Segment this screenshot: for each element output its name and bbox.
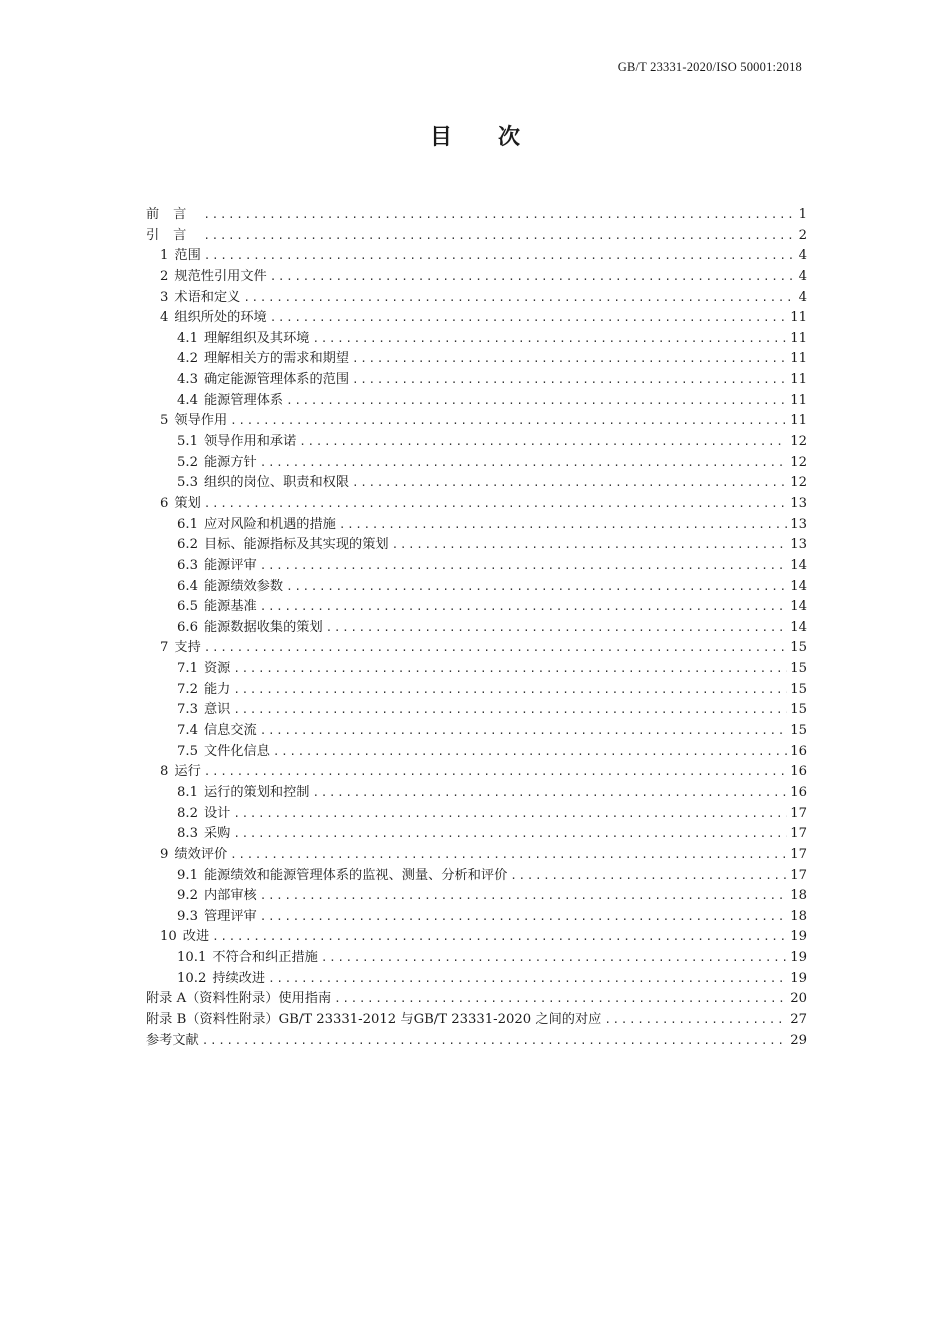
toc-section-title: 能源评审 bbox=[203, 557, 257, 573]
toc-entry[interactable] bbox=[146, 432, 807, 453]
toc-entry[interactable] bbox=[146, 886, 807, 907]
toc-entry[interactable] bbox=[146, 907, 807, 928]
toc-page-number: 11 bbox=[790, 310, 807, 326]
toc-entry[interactable] bbox=[146, 824, 807, 845]
toc-section-title: 改进 bbox=[182, 929, 210, 945]
toc-entry[interactable] bbox=[146, 597, 807, 618]
toc-section-title: 组织的岗位、职责和权限 bbox=[203, 475, 350, 491]
table-of-contents bbox=[146, 205, 807, 1051]
dot-leader bbox=[299, 432, 787, 453]
toc-entry[interactable] bbox=[146, 804, 807, 825]
toc-entry[interactable] bbox=[146, 700, 807, 721]
toc-section-number: 5.3 bbox=[177, 475, 198, 491]
toc-section-title: 策划 bbox=[174, 495, 201, 511]
dot-leader bbox=[204, 494, 787, 515]
toc-entry[interactable] bbox=[146, 618, 807, 639]
toc-section-number: 7.4 bbox=[177, 723, 198, 739]
toc-entry[interactable] bbox=[146, 370, 807, 391]
toc-page-number: 1 bbox=[798, 207, 807, 222]
toc-entry[interactable] bbox=[146, 638, 807, 659]
toc-page-number: 12 bbox=[790, 434, 807, 450]
dot-leader bbox=[270, 308, 788, 329]
toc-entry-label bbox=[177, 866, 507, 887]
toc-entry-label bbox=[177, 824, 230, 845]
toc-page-number: 11 bbox=[790, 330, 807, 346]
dot-leader bbox=[326, 618, 788, 639]
toc-entry[interactable] bbox=[146, 1031, 807, 1052]
dot-leader bbox=[260, 721, 787, 742]
toc-entry[interactable] bbox=[146, 391, 807, 412]
toc-page-number: 18 bbox=[790, 908, 807, 924]
toc-section-title: 运行的策划和控制 bbox=[203, 784, 310, 800]
toc-section-number: 5.2 bbox=[177, 454, 198, 470]
toc-section-title: 附录 B（资料性附录）GB/T 23331-2012 与GB/T 23331-2020 之间的对应 bbox=[146, 1011, 602, 1027]
dot-leader bbox=[352, 370, 787, 391]
toc-entry[interactable] bbox=[146, 742, 807, 763]
toc-section-title: 前言 bbox=[146, 207, 201, 222]
toc-entry-label bbox=[146, 1010, 601, 1031]
toc-entry[interactable] bbox=[146, 989, 807, 1010]
toc-entry[interactable] bbox=[146, 969, 807, 990]
toc-section-number: 6.2 bbox=[177, 537, 198, 553]
toc-page-number: 19 bbox=[790, 950, 807, 966]
toc-entry-label bbox=[177, 804, 230, 825]
dot-leader bbox=[334, 989, 787, 1010]
toc-section-number: 9 bbox=[160, 846, 169, 862]
toc-section-number: 5.1 bbox=[177, 434, 198, 450]
toc-page-number: 4 bbox=[798, 289, 807, 305]
dot-leader bbox=[233, 659, 787, 680]
toc-section-title: 管理评审 bbox=[203, 908, 257, 924]
toc-entry-label bbox=[177, 577, 283, 598]
dot-leader bbox=[286, 391, 787, 412]
toc-section-title: 能源数据收集的策划 bbox=[203, 619, 323, 635]
toc-entry-label bbox=[177, 680, 230, 701]
toc-entry-label bbox=[160, 308, 267, 329]
toc-section-title: 规范性引用文件 bbox=[174, 268, 267, 284]
toc-section-title: 设计 bbox=[203, 805, 231, 821]
toc-section-number: 7.1 bbox=[177, 661, 198, 677]
toc-section-number: 8.1 bbox=[177, 784, 198, 800]
toc-page-number: 15 bbox=[790, 661, 807, 677]
toc-entry-label bbox=[160, 288, 240, 309]
toc-page-number: 17 bbox=[790, 846, 807, 862]
toc-entry[interactable] bbox=[146, 515, 807, 536]
toc-page-number: 4 bbox=[798, 268, 807, 284]
toc-section-number: 6.6 bbox=[177, 619, 198, 635]
toc-entry-label bbox=[160, 411, 227, 432]
dot-leader bbox=[204, 246, 796, 267]
toc-section-number: 2 bbox=[160, 268, 169, 284]
toc-section-title: 参考文献 bbox=[146, 1032, 199, 1048]
toc-entry[interactable] bbox=[146, 927, 807, 948]
dot-leader bbox=[233, 680, 787, 701]
dot-leader bbox=[260, 886, 787, 907]
dot-leader bbox=[202, 1031, 787, 1052]
toc-page-number: 16 bbox=[790, 743, 807, 759]
toc-page-number: 11 bbox=[790, 372, 807, 388]
toc-section-title: 应对风险和机遇的措施 bbox=[203, 516, 336, 532]
toc-entry-label bbox=[177, 969, 265, 990]
toc-section-title: 支持 bbox=[174, 640, 201, 656]
dot-leader bbox=[273, 742, 787, 763]
toc-section-number: 6.3 bbox=[177, 557, 198, 573]
toc-entry-label bbox=[177, 783, 309, 804]
toc-section-title: 能力 bbox=[203, 681, 231, 697]
toc-entry-label bbox=[146, 1031, 199, 1052]
dot-leader bbox=[233, 824, 787, 845]
toc-entry-label bbox=[146, 989, 331, 1010]
toc-section-number: 7.2 bbox=[177, 681, 198, 697]
toc-entry-label bbox=[177, 349, 349, 370]
toc-section-title: 范围 bbox=[174, 248, 201, 264]
toc-entry-label bbox=[177, 556, 257, 577]
dot-leader bbox=[204, 638, 787, 659]
toc-section-number: 4.1 bbox=[177, 330, 198, 346]
toc-entry-label bbox=[177, 886, 257, 907]
dot-leader bbox=[604, 1010, 787, 1031]
toc-section-number: 10.2 bbox=[177, 970, 207, 986]
toc-page-number: 11 bbox=[790, 392, 807, 408]
toc-section-title: 文件化信息 bbox=[203, 743, 270, 759]
toc-page-number: 14 bbox=[790, 557, 807, 573]
toc-entry-label bbox=[160, 845, 227, 866]
dot-leader bbox=[286, 577, 787, 598]
toc-page-number: 12 bbox=[790, 454, 807, 470]
toc-entry[interactable] bbox=[146, 535, 807, 556]
dot-leader bbox=[392, 535, 788, 556]
toc-entry[interactable] bbox=[146, 556, 807, 577]
toc-entry[interactable] bbox=[146, 680, 807, 701]
toc-section-title: 引言 bbox=[146, 227, 201, 243]
toc-entry-label bbox=[177, 535, 389, 556]
toc-section-title: 能源管理体系 bbox=[203, 392, 284, 408]
toc-entry[interactable] bbox=[146, 411, 807, 432]
dot-leader bbox=[270, 267, 796, 288]
toc-entry[interactable] bbox=[146, 721, 807, 742]
dot-leader bbox=[230, 845, 787, 866]
toc-page-number: 12 bbox=[790, 475, 807, 491]
toc-entry-label bbox=[177, 370, 349, 391]
toc-entry[interactable] bbox=[146, 349, 807, 370]
toc-entry-label bbox=[160, 638, 201, 659]
toc-section-title: 运行 bbox=[174, 764, 201, 780]
toc-section-title: 内部审核 bbox=[203, 888, 257, 904]
dot-leader bbox=[352, 349, 787, 370]
toc-section-title: 术语和定义 bbox=[174, 289, 241, 305]
toc-entry[interactable] bbox=[146, 453, 807, 474]
toc-entry[interactable] bbox=[146, 288, 807, 309]
toc-entry[interactable] bbox=[146, 494, 807, 515]
standard-code: GB/T 23331-2020/ISO 50001:2018 bbox=[617, 60, 802, 74]
toc-section-title: 意识 bbox=[203, 702, 231, 718]
title-char-1: 目 bbox=[429, 125, 452, 150]
toc-section-title: 目标、能源指标及其实现的策划 bbox=[203, 537, 389, 553]
dot-leader bbox=[260, 907, 787, 928]
toc-entry[interactable] bbox=[146, 845, 807, 866]
toc-page-number: 4 bbox=[798, 248, 807, 264]
dot-leader bbox=[243, 288, 795, 309]
toc-entry-label bbox=[177, 453, 257, 474]
toc-page-number: 17 bbox=[790, 867, 807, 883]
toc-section-number: 6.1 bbox=[177, 516, 198, 532]
toc-section-title: 领导作用和承诺 bbox=[203, 434, 297, 450]
toc-section-title: 理解组织及其环境 bbox=[203, 330, 310, 346]
toc-page-number: 15 bbox=[790, 640, 807, 656]
toc-page-number: 16 bbox=[790, 764, 807, 780]
toc-page-number: 2 bbox=[798, 227, 807, 243]
toc-section-number: 8 bbox=[160, 764, 169, 780]
toc-section-number: 7.3 bbox=[177, 702, 198, 718]
toc-entry-label bbox=[160, 246, 201, 267]
toc-section-number: 5 bbox=[160, 413, 169, 429]
toc-section-number: 7.5 bbox=[177, 743, 198, 759]
toc-entry-label bbox=[177, 700, 230, 721]
toc-page-number: 19 bbox=[790, 970, 807, 986]
dot-leader bbox=[312, 329, 787, 350]
dot-leader bbox=[312, 783, 787, 804]
toc-section-title: 组织所处的环境 bbox=[174, 310, 267, 326]
toc-section-title: 能源绩效参数 bbox=[203, 578, 284, 594]
dot-leader bbox=[339, 515, 787, 536]
toc-section-number: 10 bbox=[160, 929, 177, 945]
toc-entry-label bbox=[146, 226, 200, 247]
toc-entry-label bbox=[160, 494, 201, 515]
toc-page-number: 20 bbox=[790, 991, 807, 1007]
toc-page-number: 27 bbox=[790, 1011, 807, 1027]
toc-entry[interactable] bbox=[146, 866, 807, 887]
toc-section-title: 理解相关方的需求和期望 bbox=[203, 351, 350, 367]
toc-section-title: 资源 bbox=[203, 661, 231, 677]
toc-page-number: 16 bbox=[790, 784, 807, 800]
toc-entry-label bbox=[177, 721, 257, 742]
dot-leader bbox=[203, 205, 795, 226]
toc-section-title: 能源方针 bbox=[203, 454, 257, 470]
toc-entry-label bbox=[177, 948, 318, 969]
toc-entry[interactable] bbox=[146, 308, 807, 329]
toc-entry-label bbox=[177, 618, 323, 639]
toc-entry[interactable] bbox=[146, 246, 807, 267]
toc-entry-label bbox=[146, 205, 200, 226]
toc-entry-label bbox=[177, 329, 309, 350]
toc-page-number: 11 bbox=[790, 413, 807, 429]
toc-section-number: 6 bbox=[160, 495, 169, 511]
toc-section-title: 领导作用 bbox=[174, 413, 228, 429]
toc-page-number: 15 bbox=[790, 723, 807, 739]
toc-page-number: 14 bbox=[790, 578, 807, 594]
dot-leader bbox=[204, 762, 787, 783]
toc-page-number: 18 bbox=[790, 888, 807, 904]
toc-section-number: 4 bbox=[160, 310, 169, 326]
toc-entry[interactable] bbox=[146, 762, 807, 783]
toc-entry[interactable] bbox=[146, 473, 807, 494]
toc-section-number: 9.3 bbox=[177, 908, 198, 924]
toc-section-number: 8.2 bbox=[177, 805, 198, 821]
toc-page-number: 14 bbox=[790, 599, 807, 615]
toc-section-title: 不符合和纠正措施 bbox=[212, 950, 318, 966]
toc-page-number: 14 bbox=[790, 619, 807, 635]
toc-section-number: 9.2 bbox=[177, 888, 198, 904]
toc-section-number: 4.3 bbox=[177, 372, 198, 388]
toc-entry-label bbox=[177, 391, 283, 412]
toc-entry-label bbox=[177, 432, 296, 453]
toc-entry[interactable] bbox=[146, 783, 807, 804]
dot-leader bbox=[233, 804, 787, 825]
toc-entry-label bbox=[177, 515, 336, 536]
toc-page-number: 15 bbox=[790, 681, 807, 697]
dot-leader bbox=[260, 453, 787, 474]
toc-entry-label bbox=[160, 762, 201, 783]
toc-section-title: 信息交流 bbox=[203, 723, 257, 739]
dot-leader bbox=[203, 226, 795, 247]
toc-entry[interactable] bbox=[146, 205, 807, 226]
toc-section-number: 7 bbox=[160, 640, 169, 656]
dot-leader bbox=[230, 411, 787, 432]
toc-entry[interactable] bbox=[146, 577, 807, 598]
toc-section-number: 4.4 bbox=[177, 392, 198, 408]
toc-page-number: 17 bbox=[790, 826, 807, 842]
toc-entry[interactable] bbox=[146, 1010, 807, 1031]
toc-section-number: 6.4 bbox=[177, 578, 198, 594]
dot-leader bbox=[510, 866, 787, 887]
toc-entry-label bbox=[177, 907, 257, 928]
toc-entry-label bbox=[177, 659, 230, 680]
toc-page-number: 29 bbox=[790, 1032, 807, 1048]
toc-section-title: 持续改进 bbox=[212, 970, 266, 986]
toc-entry-label bbox=[160, 927, 209, 948]
toc-page-number: 11 bbox=[790, 351, 807, 367]
dot-leader bbox=[268, 969, 787, 990]
toc-page-number: 15 bbox=[790, 702, 807, 718]
dot-leader bbox=[352, 473, 787, 494]
title-char-2: 次 bbox=[498, 125, 521, 150]
toc-entry[interactable] bbox=[146, 659, 807, 680]
toc-page-number: 19 bbox=[790, 929, 807, 945]
toc-section-title: 能源基准 bbox=[203, 599, 257, 615]
dot-leader bbox=[260, 597, 787, 618]
toc-section-number: 9.1 bbox=[177, 867, 198, 883]
toc-entry[interactable] bbox=[146, 267, 807, 288]
toc-entry[interactable] bbox=[146, 226, 807, 247]
toc-entry[interactable] bbox=[146, 948, 807, 969]
dot-leader bbox=[212, 927, 787, 948]
toc-section-number: 1 bbox=[160, 248, 169, 264]
toc-page-number: 17 bbox=[790, 805, 807, 821]
toc-section-number: 4.2 bbox=[177, 351, 198, 367]
toc-section-title: 绩效评价 bbox=[174, 846, 228, 862]
dot-leader bbox=[321, 948, 787, 969]
toc-page-number: 13 bbox=[790, 516, 807, 532]
toc-section-title: 采购 bbox=[203, 826, 231, 842]
toc-section-number: 10.1 bbox=[177, 950, 207, 966]
toc-entry-label bbox=[177, 742, 270, 763]
toc-section-number: 8.3 bbox=[177, 826, 198, 842]
toc-entry-label bbox=[177, 473, 349, 494]
toc-section-title: 确定能源管理体系的范围 bbox=[203, 372, 350, 388]
toc-entry-label bbox=[160, 267, 267, 288]
toc-page-number: 13 bbox=[790, 537, 807, 553]
dot-leader bbox=[233, 700, 787, 721]
toc-entry[interactable] bbox=[146, 329, 807, 350]
toc-section-title: 附录 A（资料性附录）使用指南 bbox=[146, 991, 332, 1007]
page-title bbox=[0, 120, 950, 151]
toc-section-number: 6.5 bbox=[177, 599, 198, 615]
toc-page-number: 13 bbox=[790, 495, 807, 511]
dot-leader bbox=[260, 556, 787, 577]
toc-entry-label bbox=[177, 597, 257, 618]
toc-section-number: 3 bbox=[160, 289, 169, 305]
toc-section-title: 能源绩效和能源管理体系的监视、测量、分析和评价 bbox=[203, 867, 508, 883]
